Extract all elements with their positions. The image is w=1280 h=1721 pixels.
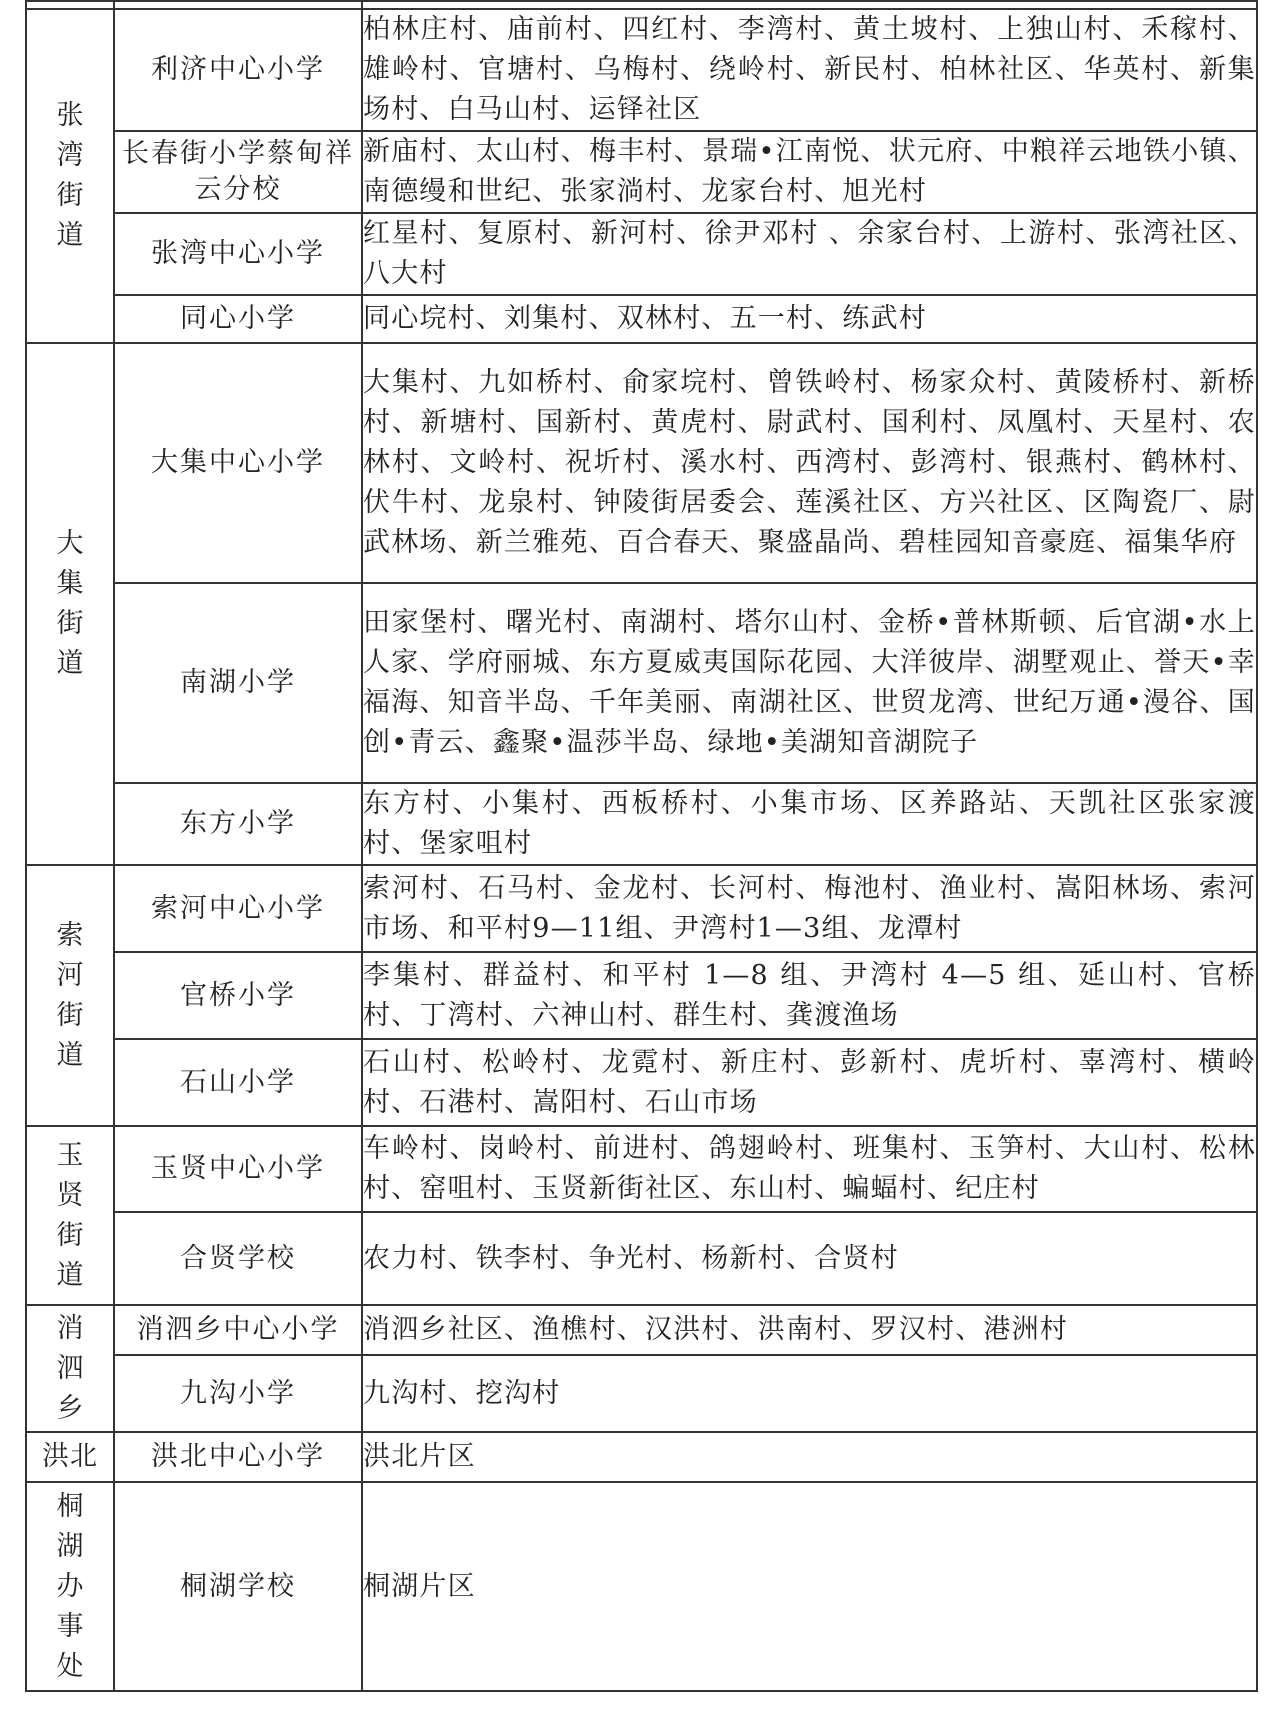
street-cell (26, 9, 114, 343)
school-name: 南湖小学 (114, 583, 362, 783)
school-name: 官桥小学 (114, 952, 362, 1039)
street-name: 洪北 (42, 1441, 98, 1472)
service-area: 李集村、群益村、和平村 1—8 组、尹湾村 4—5 组、延山村、官桥村、丁湾村、六神山村、群生村、龚渡渔场 (362, 952, 1257, 1039)
school-name: 长春街小学蔡甸祥云分校 (114, 131, 362, 213)
table-row (26, 295, 1257, 343)
table-row (26, 583, 1257, 783)
street-name: 张湾街道 (56, 100, 84, 251)
table-row (26, 9, 1257, 131)
service-area: 东方村、小集村、西板桥村、小集市场、区养路站、天凯社区张家渡村、堡家咀村 (362, 783, 1257, 865)
street-cell (26, 865, 114, 1126)
school-name: 石山小学 (114, 1039, 362, 1126)
service-area: 同心垸村、刘集村、双林村、五一村、练武村 (362, 295, 1257, 343)
service-area: 桐湖片区 (362, 1482, 1257, 1691)
street-cell (26, 1126, 114, 1305)
school-name: 张湾中心小学 (114, 213, 362, 295)
table-row (26, 783, 1257, 865)
service-area: 车岭村、岗岭村、前进村、鸽翅岭村、班集村、玉笋村、大山村、松林村、窑咀村、玉贤新街社区、东山村、蝙蝠村、纪庄村 (362, 1126, 1257, 1212)
table-row (26, 1, 1257, 9)
service-area: 田家堡村、曙光村、南湖村、塔尔山村、金桥•普林斯顿、后官湖•水上人家、学府丽城、东方夏威夷国际花园、大洋彼岸、湖墅观止、誉天•幸福海、知音半岛、千年美丽、南湖社区、世贸龙湾、世纪万通•漫谷、国创•青云、鑫聚•温莎半岛、绿地•美湖知音湖院子 (362, 583, 1257, 783)
street-cell (26, 343, 114, 865)
school-name: 利济中心小学 (114, 9, 362, 131)
service-area: 索河村、石马村、金龙村、长河村、梅池村、渔业村、嵩阳林场、索河市场、和平村9—11组、尹湾村1—3组、龙潭村 (362, 865, 1257, 952)
table-row (26, 1355, 1257, 1432)
service-area: 新庙村、太山村、梅丰村、景瑞•江南悦、状元府、中粮祥云地铁小镇、南德缦和世纪、张家淌村、龙家台村、旭光村 (362, 131, 1257, 213)
service-area: 红星村、复原村、新河村、徐尹邓村 、余家台村、上游村、张湾社区、八大村 (362, 213, 1257, 295)
school-name: 东方小学 (114, 783, 362, 865)
service-area: 大集村、九如桥村、俞家垸村、曾铁岭村、杨家众村、黄陵桥村、新桥村、新塘村、国新村、黄虎村、尉武村、国利村、凤凰村、天星村、农林村、文岭村、祝圻村、溪水村、西湾村、彭湾村、银燕村、鹤林村、伏牛村、龙泉村、钟陵街居委会、莲溪社区、方兴社区、区陶瓷厂、尉武林场、新兰雅苑、百合春天、聚盛晶尚、碧桂园知音豪庭、福集华府 (362, 343, 1257, 583)
table-row (26, 1039, 1257, 1126)
street-cell (26, 1305, 114, 1432)
table-row (26, 952, 1257, 1039)
school-name: 索河中心小学 (114, 865, 362, 952)
school-name: 合贤学校 (114, 1212, 362, 1305)
table-row (26, 865, 1257, 952)
table-row (26, 213, 1257, 295)
school-name: 同心小学 (114, 295, 362, 343)
service-area: 石山村、松岭村、龙霓村、新庄村、彭新村、虎圻村、辜湾村、横岭村、石港村、嵩阳村、石山市场 (362, 1039, 1257, 1126)
street-cell (26, 1432, 114, 1482)
school-name: 玉贤中心小学 (114, 1126, 362, 1212)
school-name: 大集中心小学 (114, 343, 362, 583)
table-row (26, 1126, 1257, 1212)
school-name: 桐湖学校 (114, 1482, 362, 1691)
school-name: 九沟小学 (114, 1355, 362, 1432)
service-area: 柏林庄村、庙前村、四红村、李湾村、黄土坡村、上独山村、禾稼村、雄岭村、官塘村、乌梅村、绕岭村、新民村、柏林社区、华英村、新集场村、白马山村、运铎社区 (362, 9, 1257, 131)
service-area: 洪北片区 (362, 1432, 1257, 1482)
table-row (26, 1432, 1257, 1482)
street-name: 大集街道 (56, 528, 84, 679)
street-name: 桐湖办事处 (56, 1490, 84, 1682)
school-district-table (25, 0, 1258, 1692)
table-row (26, 1305, 1257, 1355)
table-row (26, 1482, 1257, 1691)
street-name: 玉贤街道 (56, 1139, 84, 1291)
service-area: 消泗乡社区、渔樵村、汉洪村、洪南村、罗汉村、港洲村 (362, 1305, 1257, 1355)
school-name: 消泗乡中心小学 (114, 1305, 362, 1355)
service-area: 农力村、铁李村、争光村、杨新村、合贤村 (362, 1212, 1257, 1305)
street-name: 消泗乡 (56, 1312, 84, 1424)
school-name: 洪北中心小学 (114, 1432, 362, 1482)
service-area: 九沟村、挖沟村 (362, 1355, 1257, 1432)
table-row (26, 343, 1257, 583)
street-cell (26, 1482, 114, 1691)
table-row (26, 1212, 1257, 1305)
street-name: 索河街道 (56, 919, 84, 1071)
table-row (26, 131, 1257, 213)
